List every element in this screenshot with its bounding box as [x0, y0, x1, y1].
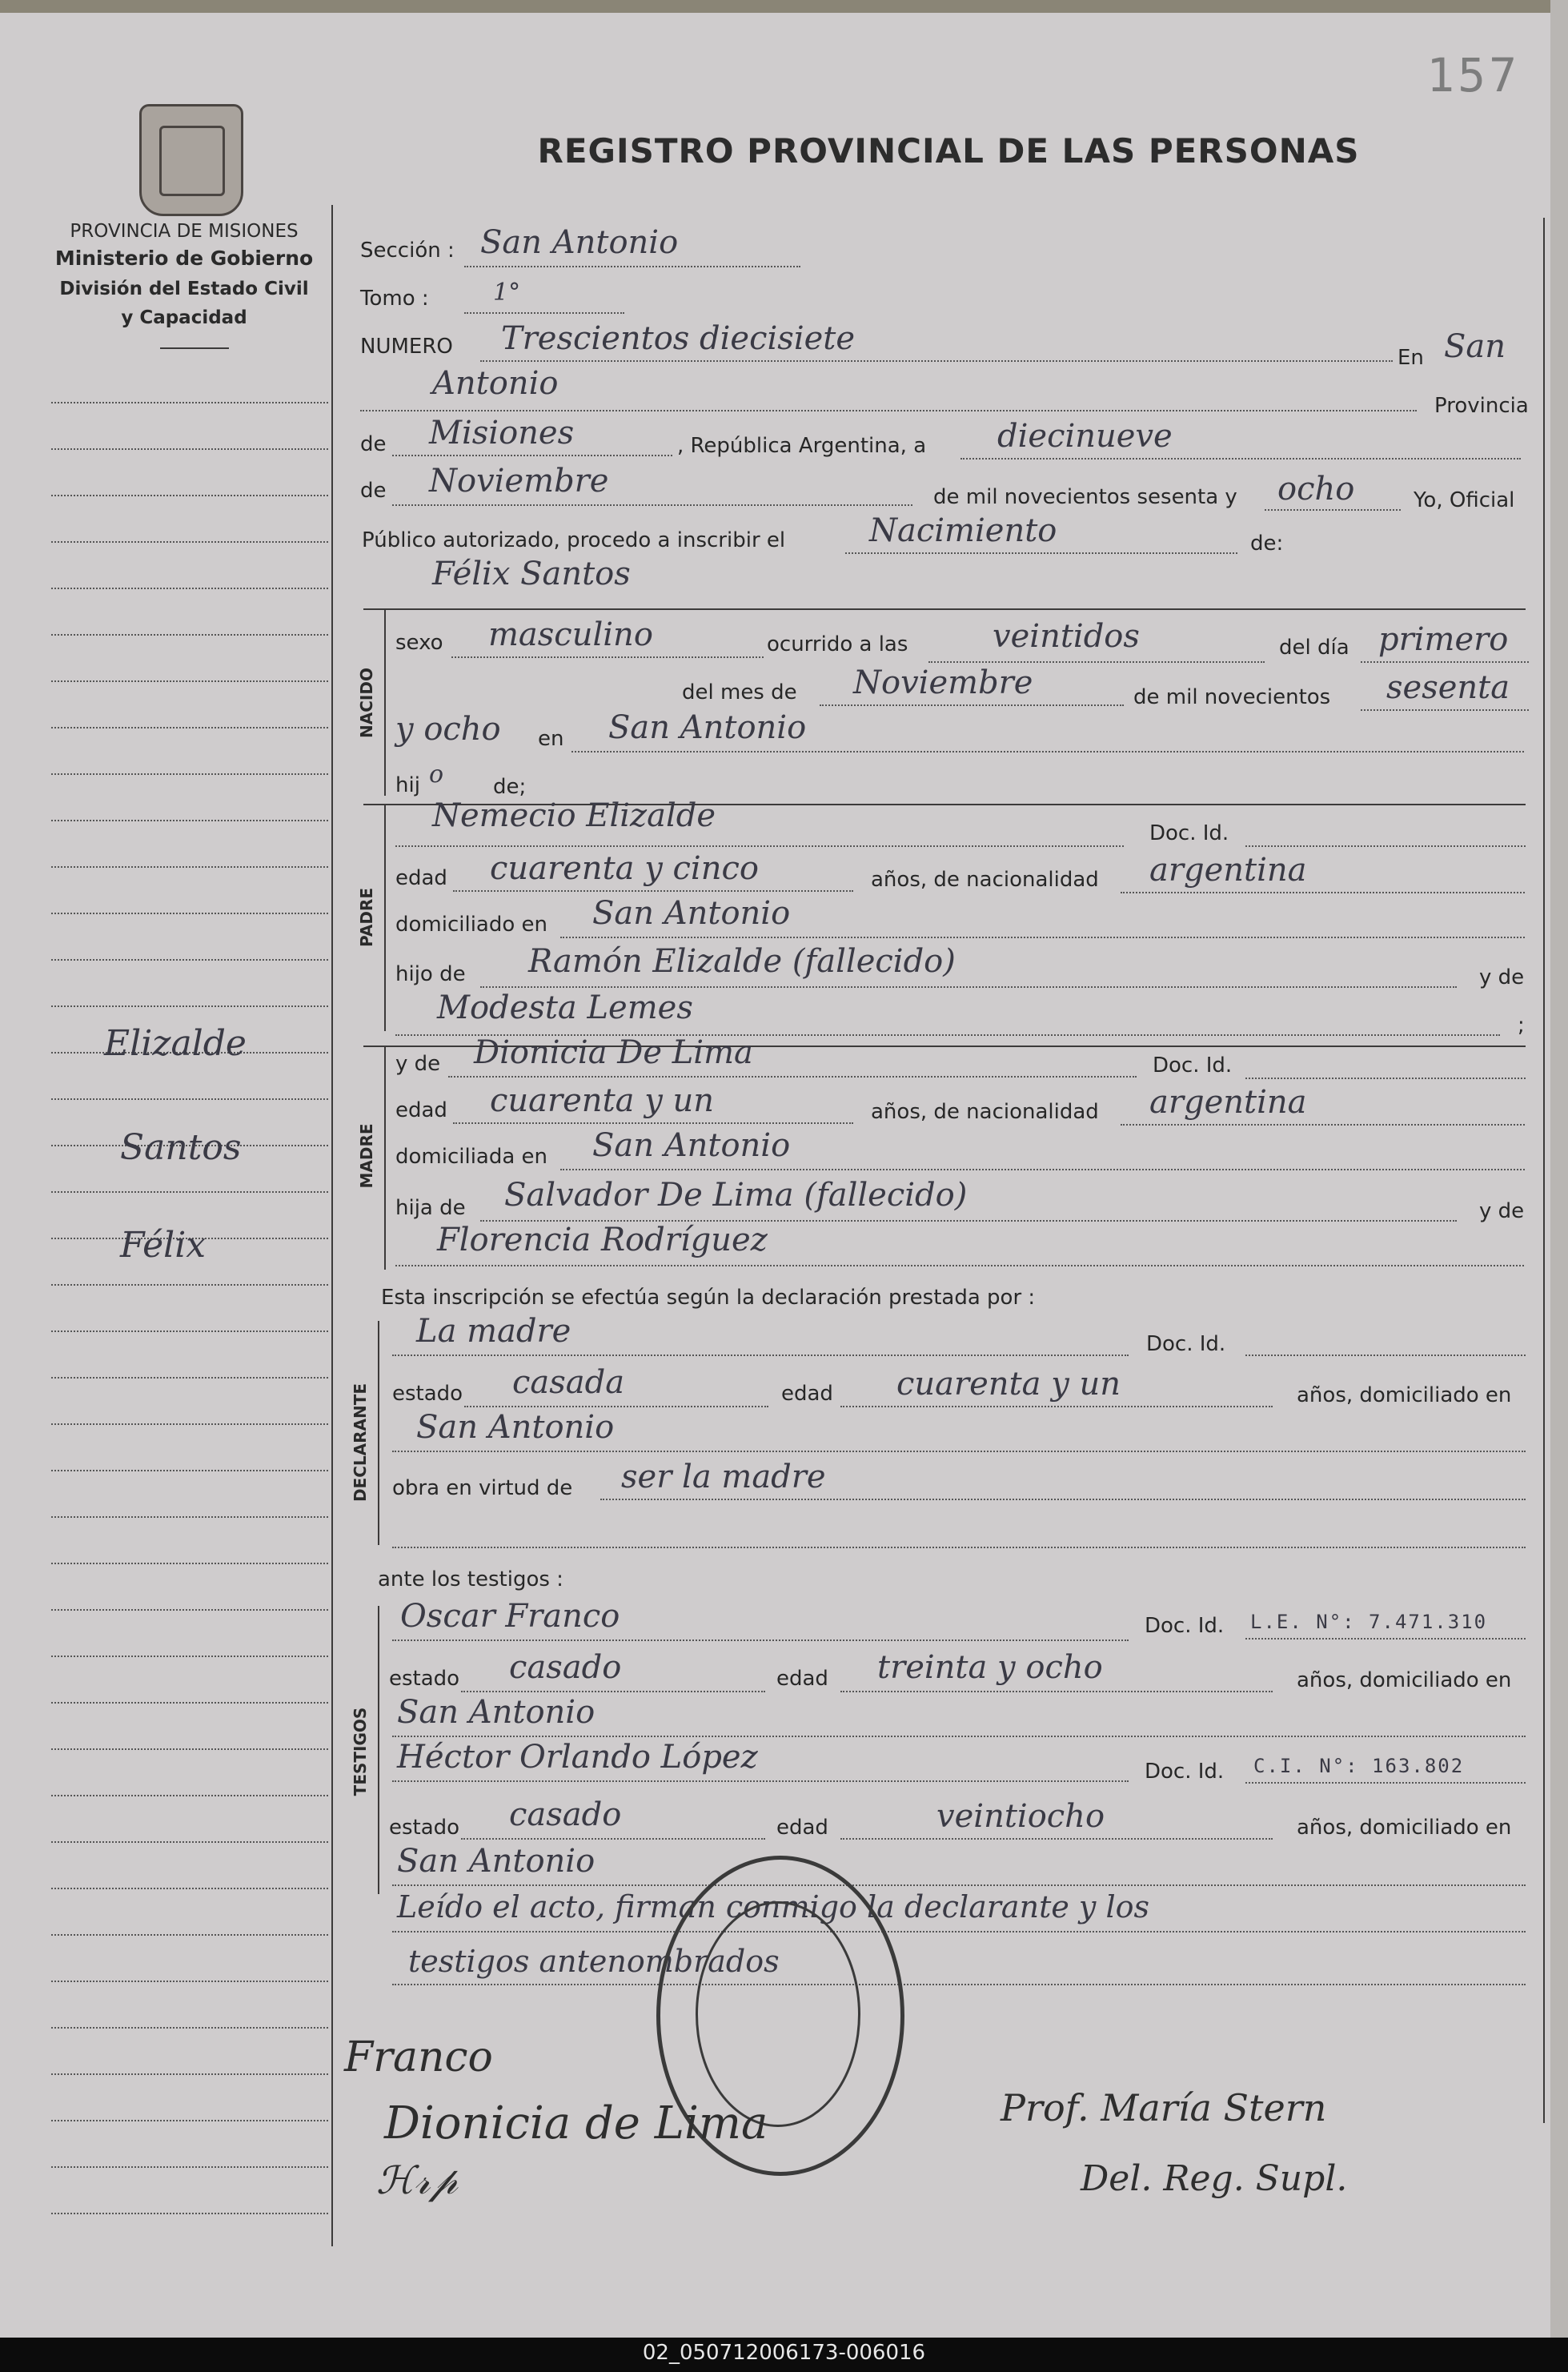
label-en: En [1398, 346, 1424, 370]
label-t1-edad: edad [776, 1667, 828, 1691]
field-decl-obra: ser la madre [621, 1459, 826, 1495]
field-t1-edad: treinta y ocho [877, 1649, 1103, 1686]
line-seccion [464, 266, 800, 267]
field-provincia: Misiones [429, 415, 575, 452]
margin-dotted-line [51, 541, 328, 543]
side-label-madre: MADRE [357, 1123, 376, 1189]
label-de-1: de [360, 432, 387, 456]
field-decl-dom: San Antonio [416, 1409, 615, 1446]
line-t2-doc [1245, 1782, 1526, 1784]
line-dia-nac [1361, 661, 1529, 663]
label-ocurrido: ocurrido a las [767, 632, 908, 656]
margin-dotted-line [51, 1888, 328, 1889]
margin-dotted-line [51, 773, 328, 775]
field-madre-edad: cuarenta y un [490, 1082, 715, 1119]
margin-dotted-line [51, 448, 328, 450]
label-en-nac: en [538, 727, 564, 751]
province-seal-icon [139, 104, 243, 216]
line-tomo [464, 312, 624, 314]
line-hora [928, 661, 1265, 663]
office-line-2: Ministerio de Gobierno [54, 247, 314, 270]
margin-dotted-line [51, 913, 328, 914]
line-decl-estado [464, 1406, 768, 1407]
margin-dotted-line [51, 1005, 328, 1007]
margin-dotted-line [51, 1656, 328, 1657]
margin-dotted-line [51, 1330, 328, 1332]
label-yo-oficial: Yo, Oficial [1414, 488, 1515, 512]
main-left-border [331, 205, 333, 2246]
margin-dotted-line [51, 1841, 328, 1843]
section-testigos-border [378, 1606, 379, 1894]
side-label-declarante: DECLARANTE [351, 1383, 370, 1503]
label-t2-anos-dom: años, domiciliado en [1297, 1816, 1512, 1840]
line-padre-nombre [395, 845, 1124, 847]
field-madre-madre: Florencia Rodríguez [437, 1222, 768, 1258]
line-dia [960, 458, 1521, 460]
closing-line-1: Leído el acto, firman conmigo la declarante y los [397, 1889, 1149, 1924]
line-anio-nac-1 [1361, 709, 1529, 711]
margin-dotted-line [51, 588, 328, 589]
page-number: 157 [1426, 48, 1520, 102]
field-t1-estado: casado [509, 1649, 622, 1686]
margin-dotted-line [51, 727, 328, 728]
line-t1-estado [461, 1691, 765, 1692]
field-t2-dom: San Antonio [397, 1843, 596, 1880]
line-decl-dom [392, 1451, 1526, 1452]
line-t2-nombre [392, 1780, 1129, 1782]
line-madre-edad [453, 1122, 853, 1124]
section-declarante-border [378, 1321, 379, 1545]
office-divider [160, 347, 229, 349]
margin-dotted-line [51, 1284, 328, 1286]
label-t1-estado: estado [389, 1667, 460, 1691]
form-title: REGISTRO PROVINCIAL DE LAS PERSONAS [537, 131, 1360, 171]
margin-dotted-line [51, 1563, 328, 1564]
label-obra: obra en virtud de [392, 1476, 573, 1500]
signature-oficial-title: Del. Reg. Supl. [1081, 2158, 1348, 2199]
line-madre-nac [1121, 1124, 1525, 1126]
line-sexo [451, 656, 764, 658]
label-del-mes: del mes de [682, 680, 797, 704]
line-mes-nac [820, 704, 1124, 706]
field-mes: Noviembre [429, 463, 609, 500]
field-seccion: San Antonio [480, 224, 679, 261]
line-t1-nombre [392, 1640, 1129, 1641]
margin-dotted-line [51, 2073, 328, 2075]
section-nacido-border [384, 610, 386, 796]
margin-dotted-line [51, 1516, 328, 1518]
label-de-mil: de mil novecientos sesenta y [933, 485, 1237, 509]
label-padre-hijo-de: hijo de [395, 962, 466, 986]
label-madre-dom: domiciliada en [395, 1145, 548, 1169]
right-edge [1550, 0, 1568, 2338]
field-anio-nac-1: sesenta [1386, 669, 1510, 706]
office-line-3: División del Estado Civil [59, 279, 309, 299]
line-decl-doc [1245, 1355, 1526, 1356]
label-decl-estado: estado [392, 1382, 463, 1406]
field-t2-estado: casado [509, 1796, 622, 1833]
office-line-1: PROVINCIA DE MISIONES [70, 221, 299, 242]
side-label-nacido: NACIDO [357, 668, 376, 738]
label-padre-dom: domiciliado en [395, 913, 548, 937]
side-label-padre: PADRE [357, 888, 376, 947]
field-padre-dom: San Antonio [592, 895, 791, 932]
margin-dotted-line [51, 634, 328, 636]
margin-dotted-line [51, 2166, 328, 2168]
label-de-semi: de; [493, 775, 527, 799]
label-madre-hija-de: hija de [395, 1196, 466, 1220]
label-de-2: de [360, 479, 387, 503]
field-numero: Trescientos diecisiete [501, 320, 856, 357]
field-lugar-nac: San Antonio [608, 709, 807, 746]
field-mes-nac: Noviembre [853, 664, 1033, 701]
field-madre-padre: Salvador De Lima (fallecido) [504, 1177, 968, 1214]
line-localidad [360, 410, 1417, 411]
line-madre-nombre [448, 1076, 1137, 1078]
field-padre-madre: Modesta Lemes [437, 989, 693, 1026]
label-padre-doc: Doc. Id. [1149, 821, 1229, 845]
margin-dotted-line [51, 866, 328, 868]
label-publico: Público autorizado, procedo a inscribir el [362, 528, 786, 552]
margin-dotted-line [51, 1609, 328, 1611]
stamp-inner-ring [696, 1901, 860, 2127]
signature-testigo-2: ℋ𝓇𝓅 [376, 2158, 458, 2203]
line-lugar-nac [571, 751, 1524, 753]
margin-dotted-line [51, 1191, 328, 1193]
signature-oficial: Prof. María Stern [1001, 2086, 1327, 2129]
margin-dotted-line [51, 959, 328, 961]
field-decl-estado: casada [512, 1364, 625, 1401]
margin-dotted-line [51, 402, 328, 403]
field-padre-nombre: Nemecio Elizalde [432, 797, 716, 834]
margin-note-surname: Elizalde [104, 1023, 247, 1064]
line-mes [392, 504, 912, 506]
field-t1-dom: San Antonio [397, 1694, 596, 1731]
label-decl-edad: edad [781, 1382, 833, 1406]
margin-dotted-line [51, 2120, 328, 2121]
label-t1-anos-dom: años, domiciliado en [1297, 1668, 1512, 1692]
label-decl-doc: Doc. Id. [1146, 1332, 1226, 1356]
field-declarante: La madre [416, 1313, 571, 1350]
field-madre-dom: San Antonio [592, 1127, 791, 1164]
field-t2-nombre: Héctor Orlando López [397, 1739, 758, 1776]
line-padre-doc [1245, 845, 1526, 847]
line-t2-edad [840, 1838, 1273, 1840]
field-dia: diecinueve [997, 418, 1173, 455]
label-madre-y-de: y de [395, 1052, 441, 1076]
label-t2-estado: estado [389, 1816, 460, 1840]
field-anio: ocho [1277, 471, 1355, 508]
label-hij: hij [395, 773, 420, 797]
label-padre-edad: edad [395, 866, 447, 890]
margin-dotted-line [51, 1470, 328, 1471]
field-nombre: Félix Santos [432, 556, 631, 592]
margin-dotted-line [51, 820, 328, 821]
margin-dotted-line [51, 1934, 328, 1936]
line-t1-edad [840, 1691, 1273, 1692]
label-de-colon: de: [1250, 532, 1284, 556]
label-numero: NUMERO [360, 335, 453, 359]
section-padre-border [384, 805, 386, 1031]
label-ante-testigos: ante los testigos : [378, 1567, 563, 1591]
label-t1-doc: Doc. Id. [1145, 1614, 1225, 1638]
label-provincia: Provincia [1434, 394, 1529, 418]
margin-dotted-line [51, 1098, 328, 1100]
top-edge [0, 0, 1568, 13]
margin-dotted-line [51, 1981, 328, 1982]
field-madre-nombre: Dionicia De Lima [474, 1034, 753, 1071]
margin-dotted-line [51, 1423, 328, 1425]
line-madre-madre [395, 1265, 1524, 1266]
line-t2-dom [392, 1884, 1526, 1886]
field-en-2: Antonio [432, 365, 559, 402]
line-numero [480, 360, 1393, 362]
field-sexo: masculino [488, 616, 653, 653]
label-decl-anos-dom: años, domiciliado en [1297, 1383, 1512, 1407]
line-decl-edad [840, 1406, 1273, 1407]
field-decl-edad: cuarenta y un [896, 1366, 1121, 1403]
line-padre-edad [453, 890, 853, 892]
margin-dotted-line [51, 1702, 328, 1704]
label-t2-doc: Doc. Id. [1145, 1760, 1225, 1784]
margin-dotted-line [51, 2027, 328, 2029]
line-declarante [392, 1355, 1129, 1356]
line-closing-2 [392, 1984, 1526, 1985]
line-padre-dom [560, 937, 1525, 938]
label-t2-edad: edad [776, 1816, 828, 1840]
line-acto [845, 552, 1237, 554]
line-madre-dom [560, 1169, 1525, 1170]
field-en-1: San [1444, 328, 1506, 365]
field-t2-edad: veintiocho [936, 1798, 1105, 1835]
field-madre-nac: argentina [1149, 1084, 1307, 1121]
line-madre-doc [1245, 1078, 1526, 1079]
margin-dotted-line [51, 680, 328, 682]
line-padre-nac [1121, 892, 1525, 893]
field-padre-edad: cuarenta y cinco [490, 850, 759, 887]
label-seccion: Sección : [360, 239, 455, 263]
label-del-dia: del día [1279, 636, 1349, 660]
field-acto: Nacimiento [869, 512, 1057, 549]
line-t1-doc [1245, 1638, 1526, 1640]
scan-footer-code: 02_050712006173-006016 [642, 2341, 926, 2365]
side-label-testigos: TESTIGOS [351, 1707, 370, 1796]
rule-nombre [363, 608, 1526, 610]
line-t1-dom [392, 1736, 1526, 1737]
label-esta-inscripcion: Esta inscripción se efectúa según la declaración prestada por : [381, 1286, 1036, 1310]
label-padre-y-de: y de [1479, 965, 1525, 989]
line-decl-obra [600, 1499, 1526, 1500]
label-de-mil-nov: de mil novecientos [1133, 685, 1331, 709]
label-madre-nac: años, de nacionalidad [871, 1100, 1099, 1124]
field-hora: veintidos [993, 618, 1140, 655]
label-madre-doc: Doc. Id. [1153, 1054, 1233, 1078]
field-t1-nombre: Oscar Franco [400, 1598, 620, 1635]
margin-dotted-line [51, 1748, 328, 1750]
label-republica: , República Argentina, a [677, 434, 927, 458]
field-padre-padre: Ramón Elizalde (fallecido) [528, 943, 956, 980]
field-anio-nac-2: y ocho [395, 711, 501, 748]
label-padre-nac: años, de nacionalidad [871, 868, 1099, 892]
line-anio [1265, 509, 1401, 511]
field-padre-nac: argentina [1149, 852, 1307, 889]
line-provincia [392, 455, 672, 456]
line-closing-1 [392, 1931, 1526, 1933]
margin-dotted-line [51, 2213, 328, 2214]
signature-testigo-1: Franco [344, 2033, 493, 2081]
section-madre-border [384, 1047, 386, 1270]
label-tomo: Tomo : [360, 287, 429, 311]
line-t2-estado [461, 1838, 765, 1840]
margin-dotted-line [51, 495, 328, 496]
label-sexo: sexo [395, 631, 443, 655]
field-t2-doc: C.I. N°: 163.802 [1253, 1755, 1465, 1777]
signature-declarante: Dionicia de Lima [384, 2097, 768, 2149]
margin-dotted-line [51, 1795, 328, 1796]
margin-note-name1: Félix [120, 1225, 207, 1266]
label-madre-edad: edad [395, 1098, 447, 1122]
margin-note-name2: Santos [120, 1127, 242, 1168]
label-padre-semicolon: ; [1518, 1013, 1525, 1037]
main-right-border [1543, 218, 1545, 2123]
field-dia-nac: primero [1378, 621, 1509, 658]
field-t1-doc: L.E. N°: 7.471.310 [1250, 1611, 1488, 1633]
field-tomo: 1° [493, 279, 521, 307]
label-madre-y-de-2: y de [1479, 1199, 1525, 1223]
margin-dotted-line [51, 1377, 328, 1379]
closing-line-2: testigos antenombrados [408, 1944, 780, 1979]
line-padre-padre [480, 986, 1457, 988]
line-decl-extra [392, 1547, 1526, 1548]
field-hij-suffix: o [429, 761, 444, 789]
office-line-4: y Capacidad [121, 307, 247, 328]
